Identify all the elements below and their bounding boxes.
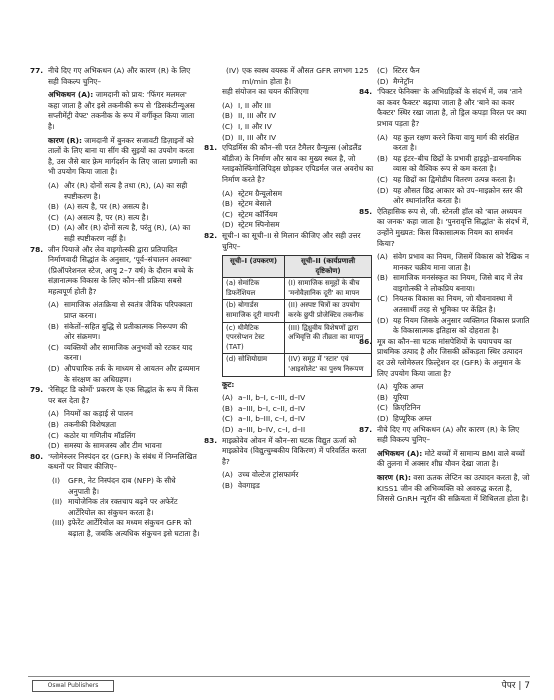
question [30, 385, 200, 406]
option-letter: (B) [222, 403, 233, 413]
option-text: (A) असत्य है, पर (R) सत्य है। [64, 212, 149, 222]
answer-option [48, 322, 200, 343]
question-number: 82. [204, 230, 218, 240]
answer-option [222, 220, 376, 231]
answer-option [222, 199, 376, 210]
option-letter: (C) [222, 209, 233, 219]
option-text: a–II, b–III, c–I, d–IV [238, 414, 306, 424]
question-number: 81. [204, 143, 218, 153]
statement-number: (I) [52, 475, 60, 485]
option-letter: (A) [48, 180, 59, 190]
option-text: सामाजिक अंतःक्रिया से स्वतंत्र जैविक परिपक्वता प्राप्त करना। [64, 300, 193, 321]
statement [52, 518, 200, 539]
question [204, 143, 376, 185]
option-letter: (D) [377, 315, 389, 325]
statement [226, 66, 376, 87]
answer-option [222, 101, 376, 112]
answer-option [48, 202, 200, 213]
option-text: स्ट्रेटम कॉर्नियम [238, 209, 278, 219]
question-number: 86. [359, 336, 373, 346]
question-number: 87. [359, 424, 373, 434]
option-text: नियतक विकास का नियम, जो यौवनावस्था में अतसार्थी तरह से भूमिका पर केंद्रित है। [393, 294, 513, 315]
table-cell: (IV) समूह में 'स्टार' एवं 'आइसोलेट' का पुरुष निरूपण [285, 354, 372, 376]
statement-number: (III) [52, 518, 65, 528]
question-text: ऐतिहासिक रूप से, जी. स्टेनली हॉल को 'बाल अध्ययन का जनक' कहा जाता है। 'पुनरावृत्ति सिद्धांत' के संदर्भ में, उन्होंने मुख्यत: किस विकासात्मक नियम का समर्थन किया? [377, 206, 529, 248]
option-letter: (A) [222, 393, 233, 403]
option-letter: (C) [377, 294, 388, 304]
option-letter: (D) [48, 223, 60, 233]
question-number: 77. [30, 66, 44, 75]
option-letter: (B) [377, 153, 388, 163]
option-letter: (D) [48, 364, 60, 374]
question [204, 231, 376, 252]
paragraph-text: सही संयोजन का चयन कीजिएगा [222, 87, 309, 97]
answer-option [377, 393, 531, 404]
option-text: (A) सत्य है, पर (R) असत्य है। [64, 202, 149, 212]
question-number: 84. [359, 87, 373, 97]
option-text: संवेग प्रभाव का नियम, जिसमें विकास को रैखिक न मानकर चक्रीय माना जाता है। [393, 252, 529, 272]
option-text: सामाजिक मनसंस्कृत का नियम, जिसे बाद में लेव वाइगोत्स्की ने लोकप्रिय बनाया। [393, 273, 523, 293]
table-row [223, 322, 372, 354]
answer-option [48, 431, 200, 442]
option-letter: (D) [222, 132, 234, 142]
option-letter: (C) [377, 174, 388, 184]
paragraph [222, 87, 376, 98]
option-text: स्ट्रेटम स्पिनोसम [238, 220, 280, 230]
answer-option [377, 66, 531, 77]
question-text: 'ग्लोमेरुलर निस्पंदन दर (GFR) के संबंध में निम्नलिखित कथनों पर विचार कीजिए– [48, 451, 197, 472]
answer-option [222, 404, 376, 415]
paragraph-label: अभिकथन (A): [48, 90, 94, 100]
question [359, 87, 531, 129]
table-row [223, 278, 372, 300]
answer-option [377, 403, 531, 414]
option-text: औपचारिक तर्क के माध्यम से आयतन और द्रव्यमान के संरक्षण का अधिग्रहण। [64, 364, 200, 384]
answer-option [222, 210, 376, 221]
option-letter: (D) [377, 414, 389, 423]
answer-option [377, 154, 531, 175]
question-text: नीचे दिए गए अभिकथन (A) और कारण (R) के लिए सही विकल्प चुनिए– [377, 424, 520, 445]
option-letter: (C) [377, 66, 388, 75]
answer-option [48, 420, 200, 431]
paragraph-label: कारण (R): [377, 472, 411, 482]
paragraph-text: वसा ऊतक लेप्टिन का उत्पादन करता है, जो KISS1 जीन की अभिव्यक्ति को अवरुद्ध करता है, जिससे GnRH न्यूरॉन की सक्रियता में शिथिलता होता है। [377, 472, 530, 504]
table-header-row [223, 256, 372, 278]
option-letter: (B) [377, 273, 388, 283]
answer-option [222, 122, 376, 133]
column-2 [204, 66, 376, 492]
statement-number: (IV) [226, 66, 240, 75]
option-letter: (C) [222, 414, 233, 424]
option-text: हिप्यूरिक अम्ल [393, 414, 432, 423]
answer-option [377, 294, 531, 315]
option-text: नियमों का कड़ाई से पालन [64, 409, 134, 419]
option-text: संकेतों–सहित बुद्धि से प्रतीकात्मक निरूपण की ओर संक्रमण। [64, 321, 188, 342]
table-cell: (b) बोगार्डस सामाजिक दूरी मापनी [223, 300, 285, 322]
paragraph-label: कारण (R): [48, 135, 82, 145]
option-text: यह इंटर–बीच छिद्रों के प्रभावी हाइड्रो–डायनामिक व्यास को वैश्विक रूप से कम करता है। [393, 153, 522, 174]
answer-option [48, 409, 200, 420]
paragraph [222, 380, 376, 391]
table-cell: (d) सोशियोग्राम [223, 354, 285, 376]
option-text: और (R) दोनों सत्य है तथा (R), (A) का सही स्पष्टीकरण है। [64, 180, 188, 201]
question-text: जीन पियाजे और लेव वाइगोत्स्की द्वारा प्रतिपादित निर्माणवादी सिद्धांत के अनुसार, 'पूर्व–संचालन अवस्था' (प्रिऑपरेशनल स्टेज, आयु 2–7 वर्ष) के दौरान बच्चे के संज्ञानात्मक विकास के लिए कौन–सी प्रक्रिया सबसे महत्वपूर्ण होती है? [48, 244, 194, 296]
option-text: I, II और IV [238, 121, 272, 131]
column-3 [359, 66, 531, 508]
statement-text: मायोजेनिक तंत्र रक्तचाप बढ़ने पर अफेरेंट आर्टेरियोल का संकुचन करता है। [68, 497, 178, 517]
option-letter: (B) [222, 480, 233, 490]
table-row [223, 300, 372, 322]
option-letter: (D) [377, 185, 389, 195]
question-text: सूची–I का सूची–II से मिलान कीजिए और सही उत्तर चुनिए– [222, 230, 361, 251]
option-letter: (C) [48, 212, 59, 222]
option-letter: (D) [48, 441, 60, 451]
option-text: तकनीकी विशेषज्ञता [64, 420, 117, 429]
answer-option [222, 133, 376, 144]
column-1 [30, 66, 200, 540]
option-text: व्यक्तियों और सामाजिक अनुभवों को रटकर याद करना। [64, 342, 193, 363]
paragraph [48, 136, 200, 178]
table-header: सूची–II (कार्यप्रणाली दृष्टिकोण) [285, 256, 372, 278]
answer-option [377, 414, 531, 425]
table-cell: (I) सामाजिक समूहों के बीच 'मनोवैज्ञानिक दूरी' का मापन [285, 278, 372, 300]
answer-option [377, 186, 531, 207]
option-letter: (A) [377, 132, 388, 142]
question [30, 452, 200, 473]
statement [52, 497, 200, 518]
question [359, 337, 531, 379]
option-letter: (A) [377, 252, 388, 262]
answer-option [48, 223, 200, 244]
paragraph-label: कूट: [222, 379, 235, 389]
table-cell: (III) द्विध्रुवीय विशेषणों द्वारा अभिवृत्ति की तीव्रता का मापन [285, 322, 372, 354]
answer-option [377, 175, 531, 186]
option-text: यूरिक अम्ल [393, 382, 424, 392]
answer-option [222, 111, 376, 122]
answer-option [222, 393, 376, 404]
option-text: II, III और IV [238, 132, 277, 142]
paragraph [48, 90, 200, 132]
statement [52, 476, 200, 497]
option-text: a–III, b–IV, c–I, d–II [238, 425, 306, 434]
answer-option [222, 425, 376, 436]
option-letter: (A) [377, 382, 388, 392]
option-letter: (B) [377, 392, 388, 402]
answer-option [48, 441, 200, 452]
option-text: क्रिएटिनिन [393, 403, 421, 413]
option-text: a–III, b–I, c–II, d–IV [238, 403, 306, 413]
option-text: II, III और IV [238, 111, 277, 121]
paragraph-text: जामदानी को प्राय: 'फिंगर मलमल' कहा जाता है और इसे तकनीकी रूप से 'डिसकंटीन्यूअस सप्लीमेंट्री वेफ्ट' तकनीक के रूप में वर्गीकृत किया जाता है। [48, 90, 195, 131]
paragraph-label: अभिकथन (A): [377, 448, 423, 458]
option-letter: (C) [377, 403, 388, 413]
answer-option [48, 343, 200, 364]
answer-option [377, 273, 531, 294]
answer-option [48, 181, 200, 202]
question-text: 'पिक्टर फेनिक्स' के अभिग्रहिकों के संदर्भ में, जब 'ताने का कवर फैक्टर' बढ़ाया जाता है और 'बाने का कवर फैक्टर' स्थिर रखा जाता है, तो ड्रिल कपड़ा विरल पर क्या प्रभाव पड़ता है? [377, 87, 527, 128]
answer-option [222, 414, 376, 425]
option-letter: (A) [48, 300, 59, 310]
option-text: यह कुल रक्षण करने किया वायु मार्ग की संरक्षित करता है। [393, 132, 519, 153]
table-cell: (a) सेमांटिक डिफरेंशियल [223, 278, 285, 300]
option-letter: (B) [48, 202, 59, 212]
answer-option [222, 481, 376, 492]
option-letter: (B) [222, 111, 233, 121]
option-text: समस्या के सामजस्य और टीम भावना [64, 441, 162, 451]
option-text: वेवगाइड [238, 480, 260, 490]
question-text: 'रेसिड्ट डि कोर्मो' प्रकरण के एक सिद्धांत के रूप में किस पर बल देता है? [48, 385, 199, 405]
option-letter: (A) [48, 409, 59, 419]
question [359, 425, 531, 446]
paragraph-text: जामदानी में बुनकर सजावटी डिज़ाइनों को तालों के लिए बाना या सींग की सुइयों का उपयोग करता है, उस जैसे बार फ़्रेम मार्गदर्शन के लिए जाला प्रणाली का भी उपयोग किया जाता है। [48, 135, 198, 177]
option-letter: (D) [377, 76, 389, 86]
option-letter: (A) [222, 100, 233, 110]
question-number: 80. [30, 451, 44, 461]
option-text: स्टिरर फैन [393, 66, 420, 75]
question-text: माइक्रोवेव ओवन में कौन–सा घटक विद्युत ऊर्जा को माइक्रोवेव (विद्युत्चुम्बकीय विकिरण) में परिवर्तित करता है? [222, 435, 367, 466]
option-text: I, II और III [238, 100, 272, 110]
table-header: सूची–I (उपकरण) [223, 256, 285, 278]
option-text: मैग्नेट्रॉन [393, 76, 414, 86]
answer-option [377, 77, 531, 88]
question-number: 85. [359, 206, 373, 216]
statement-text: एक स्वस्थ वयस्क में औसत GFR लगभग 125 ml/min होता है। [242, 66, 369, 86]
option-text: यह छिद्रों का द्विमोडीय वितरण उत्पन्न करता है। [393, 174, 516, 184]
answer-option [377, 316, 531, 337]
statement-number: (II) [52, 497, 63, 507]
option-text: उच्च वोल्टेज ट्रांसफार्मर [238, 470, 299, 480]
footer-divider [28, 676, 530, 677]
question [359, 207, 531, 249]
answer-option [222, 470, 376, 481]
question [30, 245, 200, 298]
option-text: (A) और (R) दोनों सत्य है, परंतु (R), (A) का सही स्पष्टीकरण नहीं है। [64, 223, 191, 243]
table-row [223, 354, 372, 376]
paragraph [377, 473, 531, 505]
table-cell: (c) थीमैटिक एपरसेप्शन टेस्ट (TAT) [223, 322, 285, 354]
question-number: 83. [204, 435, 218, 445]
option-letter: (B) [222, 199, 233, 209]
paragraph [377, 449, 531, 470]
option-text: स्ट्रेटम ग्रैन्यूलोसम [238, 188, 283, 198]
option-text: यह औसत छिद्र आकार को उप–माइक्रोन स्तर की ओर स्थानांतरित करता है। [393, 185, 523, 206]
option-text: यह नियम जिसके अनुसार व्यक्तिगत विकास प्रजाति के विकासात्मक इतिहास को दोहराता है। [393, 315, 530, 336]
paragraph-text: मोटे बच्चों में सामान्य BMI वाले बच्चों की तुलना में अक्सर शीघ्र यौवन देखा जाता है। [377, 448, 525, 469]
answer-option [48, 213, 200, 224]
answer-option [377, 133, 531, 154]
option-text: a–II, b–I, c–III, d–IV [238, 393, 306, 403]
match-table [222, 255, 372, 377]
table-cell: (II) अस्पष्ट चित्रों का उपयोग करके छुपी प्रोजेक्टिव तकनीक [285, 300, 372, 322]
option-letter: (C) [48, 342, 59, 352]
option-letter: (D) [222, 220, 234, 230]
answer-option [377, 252, 531, 273]
option-letter: (C) [222, 121, 233, 131]
option-text: यूरिया [393, 392, 409, 402]
answer-option [222, 189, 376, 200]
option-letter: (C) [48, 430, 59, 440]
option-letter: (B) [48, 321, 59, 331]
question [30, 66, 200, 87]
page-number: पेपर | 7 [501, 681, 530, 691]
option-letter: (D) [222, 425, 234, 434]
question-number: 79. [30, 385, 44, 395]
question-text: एपिडर्मिस की कौन–सी परत टैमैलर ग्रैन्यूल्स (ओडलैंड बॉडीज) के निर्माण और स्राव का मुख्य स्थल है, जो ग्लाइकोस्फिंगोलिपिड्स छोड़कर एपिडर्मल जल अवरोध का निर्माण करते है? [222, 143, 374, 184]
statement-text: GFR, नेट निस्पंदन दाब (NFP) के सीधे अनुपाती है। [68, 475, 176, 496]
option-letter: (A) [222, 188, 233, 198]
question-text: मूत्र का कौन–सा घटक मांसपेशियों के चयापचय का प्राथमिक उत्पाद है और जिसकी क्रोंकड़ता स्थिर उत्पादन दर उसे ग्लोमेरुलर फ़िल्ट्रेशन दर (GFR) के अनुमान के लिए उपयोग किया जाता है? [377, 336, 523, 378]
answer-option [377, 382, 531, 393]
option-text: कठोर या गणितीय मॉडलिंग [64, 430, 136, 440]
option-letter: (A) [222, 470, 233, 480]
answer-option [48, 300, 200, 321]
option-letter: (B) [48, 420, 59, 429]
statement-text: इफेरेंट आर्टेरियोल का मध्यम संकुचन GFR को बढ़ाता है, जबकि अत्यधिक संकुचन इसे घटाता है। [68, 518, 200, 538]
question [204, 436, 376, 468]
question-number: 78. [30, 244, 44, 254]
answer-option [48, 364, 200, 385]
question-text: नीचे दिए गए अभिकथन (A) और कारण (R) के लिए सही विकल्प चुनिए– [48, 66, 191, 86]
publisher-logo: Oswal Publishers [32, 680, 114, 692]
option-text: स्ट्रेटम बेसाले [238, 199, 272, 209]
